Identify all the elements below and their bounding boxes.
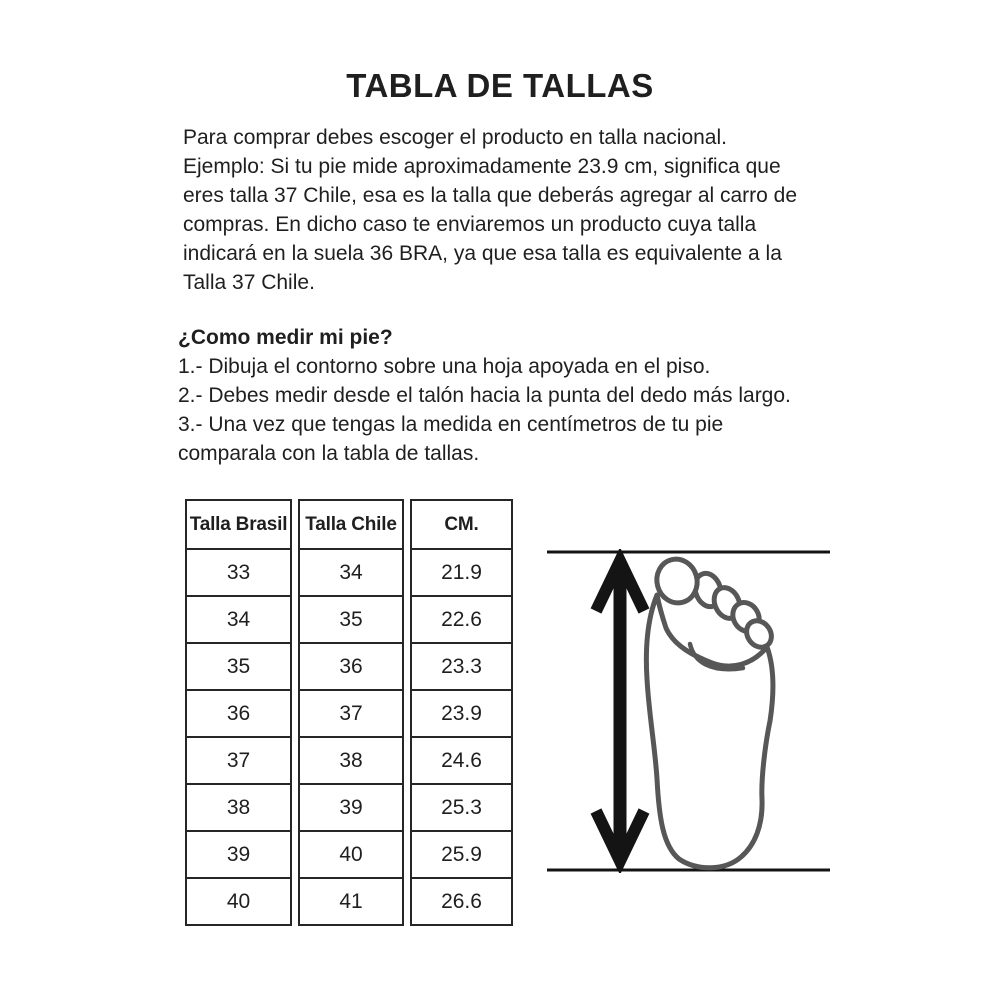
size-cell: 40: [187, 877, 290, 924]
measure-arrow-icon: [596, 561, 644, 861]
size-cell: 33: [187, 548, 290, 595]
size-cell: 35: [187, 642, 290, 689]
size-cell: 26.6: [412, 877, 511, 924]
size-table: [185, 499, 513, 926]
column-header: Talla Chile: [305, 513, 397, 535]
size-table-column-cm: [410, 499, 513, 926]
intro-paragraph: [183, 123, 797, 297]
size-cell: 23.9: [412, 689, 511, 736]
column-header: Talla Brasil: [189, 513, 288, 535]
foot-measure-figure: [545, 549, 832, 873]
intro-line: Para comprar debes escoger el producto en talla nacional.: [183, 126, 727, 149]
size-cell: 21.9: [412, 548, 511, 595]
measure-step-line: 2.- Debes medir desde el talón hacia la punta del dedo más largo.: [178, 384, 791, 407]
size-cell: 38: [187, 783, 290, 830]
measure-heading: ¿Como medir mi pie?: [178, 326, 393, 349]
measure-steps: [178, 352, 791, 468]
size-cell: 24.6: [412, 736, 511, 783]
size-cell: 25.9: [412, 830, 511, 877]
size-cell: 36: [187, 689, 290, 736]
size-cell: 38: [300, 736, 402, 783]
page-title: TABLA DE TALLAS: [346, 67, 654, 104]
foot-sole-icon: [646, 555, 776, 868]
intro-line: Talla 37 Chile.: [183, 271, 315, 294]
intro-line: eres talla 37 Chile, esa es la talla que deberás agregar al carro de: [183, 184, 798, 207]
size-cell: 25.3: [412, 783, 511, 830]
measure-step-line: comparala con la tabla de tallas.: [178, 442, 480, 465]
intro-line: indicará en la suela 36 BRA, ya que esa talla es equivalente a la: [183, 242, 782, 265]
size-cell: 39: [300, 783, 402, 830]
intro-line: compras. En dicho caso te enviaremos un producto cuya talla: [183, 213, 757, 236]
measure-instructions: [178, 323, 791, 468]
size-cell: 41: [300, 877, 402, 924]
size-cell: 36: [300, 642, 402, 689]
measure-step-line: 1.- Dibuja el contorno sobre una hoja apoyada en el piso.: [178, 355, 711, 378]
size-cell: 23.3: [412, 642, 511, 689]
size-table-column-talla-brasil: [185, 499, 292, 926]
size-cell: 35: [300, 595, 402, 642]
intro-line: Ejemplo: Si tu pie mide aproximadamente 23.9 cm, significa que: [183, 155, 781, 178]
size-cell: 22.6: [412, 595, 511, 642]
size-table-column-talla-chile: [298, 499, 404, 926]
size-cell: 37: [300, 689, 402, 736]
size-cell: 40: [300, 830, 402, 877]
column-header: CM.: [444, 513, 479, 535]
size-cell: 34: [300, 548, 402, 595]
measure-step-line: 3.- Una vez que tengas la medida en centímetros de tu pie: [178, 413, 724, 436]
size-cell: 39: [187, 830, 290, 877]
size-cell: 37: [187, 736, 290, 783]
size-cell: 34: [187, 595, 290, 642]
